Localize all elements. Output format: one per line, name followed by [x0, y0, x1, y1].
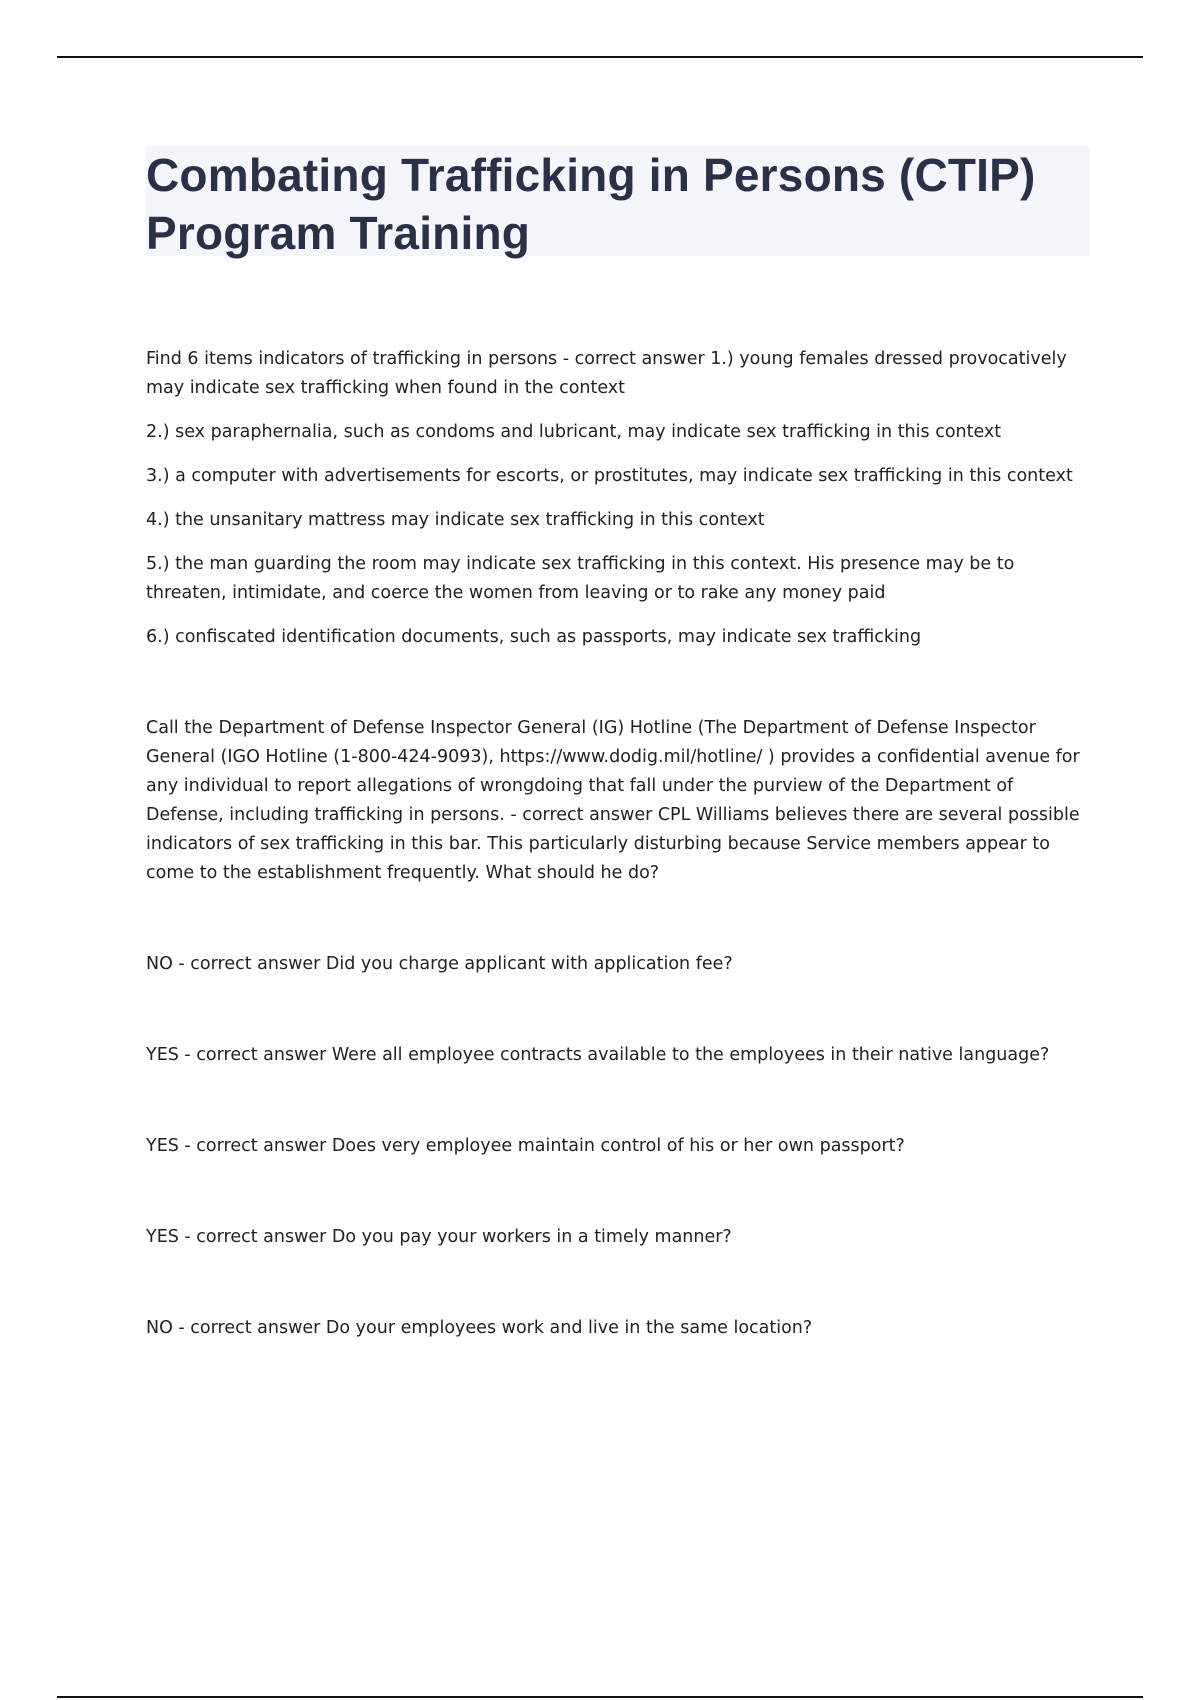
indicator-item: 3.) a computer with advertisements for escorts, or prostitutes, may indicate sex trafficking in this context [146, 466, 1073, 486]
indicator-item: 5.) the man guarding the room may indicate sex trafficking in this context. His presence may be to threaten, intimidate, and coerce the women from leaving or to rake any money paid [146, 554, 1015, 603]
hotline-paragraph: Call the Department of Defense Inspector General (IG) Hotline (The Department of Defense Inspector General (IGO Hotline (1-800-424-9093), https://www.dodig.mil/hotline/ ) provides a confidential avenue for any individual to report allegations of wrongdoing that fall under the purview of the Department of Defense, including trafficking in persons. - correct answer CPL Williams believes there are several possible indicators of sex trafficking in this bar. This particularly disturbing because Service members appear to come to the establishment frequently. What should he do? [146, 718, 1080, 883]
qa-item: YES - correct answer Were all employee contracts available to the employees in their native language? [146, 1045, 1050, 1065]
page-title: Combating Trafficking in Persons (CTIP) Program Training [146, 149, 1036, 259]
indicators-intro: Find 6 items indicators of trafficking in persons - correct answer 1.) young females dressed provocatively may indicate sex trafficking when found in the context [146, 349, 1067, 398]
qa-item: NO - correct answer Did you charge applicant with application fee? [146, 954, 733, 974]
title-block [146, 146, 1090, 259]
qa-item: YES - correct answer Does very employee maintain control of his or her own passport? [146, 1136, 905, 1156]
indicator-item: 6.) confiscated identification documents, such as passports, may indicate sex trafficking [146, 627, 922, 647]
qa-item: NO - correct answer Do your employees work and live in the same location? [146, 1318, 813, 1338]
document-body [146, 345, 1096, 1343]
bottom-rule [57, 1696, 1143, 1698]
qa-item: YES - correct answer Do you pay your workers in a timely manner? [146, 1227, 732, 1247]
indicator-item: 2.) sex paraphernalia, such as condoms and lubricant, may indicate sex trafficking in this context [146, 422, 1002, 442]
indicator-item: 4.) the unsanitary mattress may indicate sex trafficking in this context [146, 510, 765, 530]
top-rule [57, 56, 1143, 58]
